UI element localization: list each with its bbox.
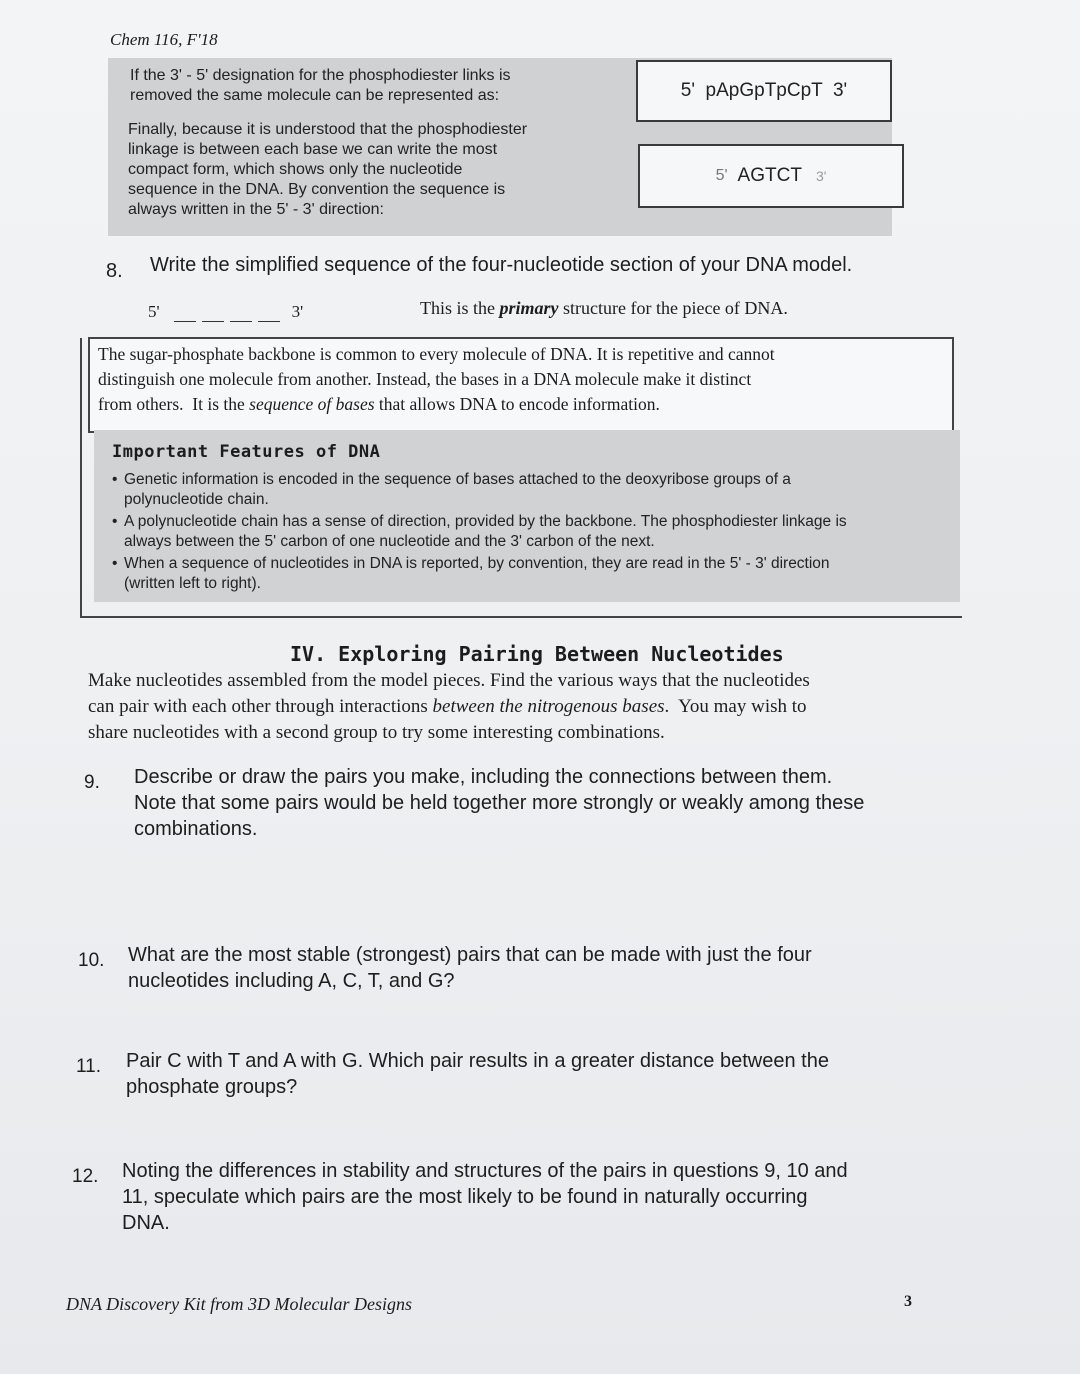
intro-line [88, 694, 810, 720]
note-text: This is the [420, 298, 500, 318]
question-10-text [128, 942, 812, 994]
compact-sequence-box [638, 144, 904, 208]
bullet-icon: • [112, 513, 118, 530]
answer-blank-3[interactable] [230, 309, 252, 322]
answer-blank-2[interactable] [202, 309, 224, 322]
question-10-number: 10. [78, 950, 105, 971]
backbone-line: The sugar-phosphate backbone is common to every molecule of DNA. It is repetitive and cannot [98, 344, 775, 364]
question-line: combinations. [134, 818, 258, 840]
course-header: Chem 116, F'18 [110, 30, 218, 49]
panel-text-line: always written in the 5' - 3' direction: [128, 201, 384, 218]
intro-text-part: . You may wish to [664, 696, 807, 717]
question-9-number: 9. [84, 772, 100, 793]
panel-text-line: Finally, because it is understood that the phosphodiester [128, 121, 528, 138]
question-12-text [122, 1158, 848, 1236]
sequence-answer-row [148, 302, 303, 322]
question-line: Noting the differences in stability and structures of the pairs in questions 9, 10 and [122, 1160, 848, 1182]
answer-blank-1[interactable] [174, 309, 196, 322]
nitrogenous-bases-term: between the nitrogenous bases [432, 696, 665, 717]
panel-paragraph-2 [128, 120, 527, 220]
phosphate-sequence-box: 5' pApGpTpCpT 3' [636, 60, 892, 122]
five-prime-label: 5' [148, 302, 160, 321]
five-prime-label: 5' [715, 167, 728, 184]
panel-text-line: removed the same molecule can be represented as: [130, 87, 500, 104]
question-9-text [134, 764, 864, 842]
intro-line: Make nucleotides assembled from the model pieces. Find the various ways that the nucleotides [88, 670, 810, 691]
question-line: Pair C with T and A with G. Which pair results in a greater distance between the [126, 1050, 829, 1072]
question-line: Describe or draw the pairs you make, including the connections between them. [134, 766, 833, 788]
primary-structure-note [420, 298, 788, 319]
backbone-line [98, 392, 775, 417]
panel-text-line: sequence in the DNA. By convention the sequence is [128, 181, 506, 198]
question-line: 11, speculate which pairs are the most likely to be found in naturally occurring [122, 1186, 808, 1208]
question-line: nucleotides including A, C, T, and G? [128, 970, 455, 992]
feature-line: always between the 5' carbon of one nucleotide and the 3' carbon of the next. [124, 533, 655, 550]
features-list [112, 470, 954, 594]
backbone-text [98, 342, 775, 417]
answer-blank-4[interactable] [258, 309, 280, 322]
feature-line: polynucleotide chain. [124, 491, 269, 508]
compact-sequence: AGTCT [737, 165, 802, 186]
backbone-line: distinguish one molecule from another. Instead, the bases in a DNA molecule make it distinct [98, 369, 752, 389]
three-prime-label: 3' [815, 168, 827, 184]
footer-title: DNA Discovery Kit from 3D Molecular Designs [66, 1294, 412, 1314]
question-line: What are the most stable (strongest) pairs that can be made with just the four [128, 944, 812, 966]
panel-paragraph-1 [130, 66, 511, 106]
panel-text-line: If the 3' - 5' designation for the phosphodiester links is [130, 67, 511, 84]
section-iv-title: IV. Exploring Pairing Between Nucleotides [290, 642, 784, 666]
panel-text-line: compact form, which shows only the nucleotide [128, 161, 463, 178]
question-12-number: 12. [72, 1166, 99, 1187]
note-text: structure for the piece of DNA. [558, 298, 788, 318]
question-line: DNA. [122, 1212, 170, 1234]
bullet-icon: • [112, 471, 118, 488]
features-title: Important Features of DNA [112, 442, 381, 462]
question-11-number: 11. [76, 1056, 102, 1077]
feature-bullet [112, 554, 954, 594]
section-iv-intro [88, 668, 810, 746]
question-line: phosphate groups? [126, 1076, 298, 1098]
panel-text-line: linkage is between each base we can write the most [128, 141, 498, 158]
question-8-text: Write the simplified sequence of the four-nucleotide section of your DNA model. [150, 254, 853, 276]
question-11-text [126, 1048, 829, 1100]
feature-line: Genetic information is encoded in the sequence of bases attached to the deoxyribose groups of a [124, 471, 791, 488]
backbone-text-part: from others. It is the [98, 394, 250, 414]
question-line: Note that some pairs would be held together more strongly or weakly among these [134, 792, 865, 814]
question-8-number: 8. [106, 260, 123, 282]
intro-text-part: can pair with each other through interactions [88, 696, 433, 717]
primary-term: primary [499, 298, 559, 318]
page-number: 3 [904, 1293, 912, 1310]
sequence-of-bases-term: sequence of bases [249, 394, 375, 414]
backbone-text-part: that allows DNA to encode information. [374, 394, 660, 414]
feature-line: A polynucleotide chain has a sense of direction, provided by the backbone. The phosphodiester linkage is [124, 513, 847, 530]
feature-line: When a sequence of nucleotides in DNA is reported, by convention, they are read in the 5' - 3' direction [124, 555, 830, 572]
feature-bullet [112, 470, 954, 510]
three-prime-label: 3' [291, 302, 304, 321]
feature-line: (written left to right). [124, 575, 261, 592]
feature-bullet [112, 512, 954, 552]
intro-line: share nucleotides with a second group to try some interesting combinations. [88, 722, 665, 743]
bullet-icon: • [112, 555, 118, 572]
